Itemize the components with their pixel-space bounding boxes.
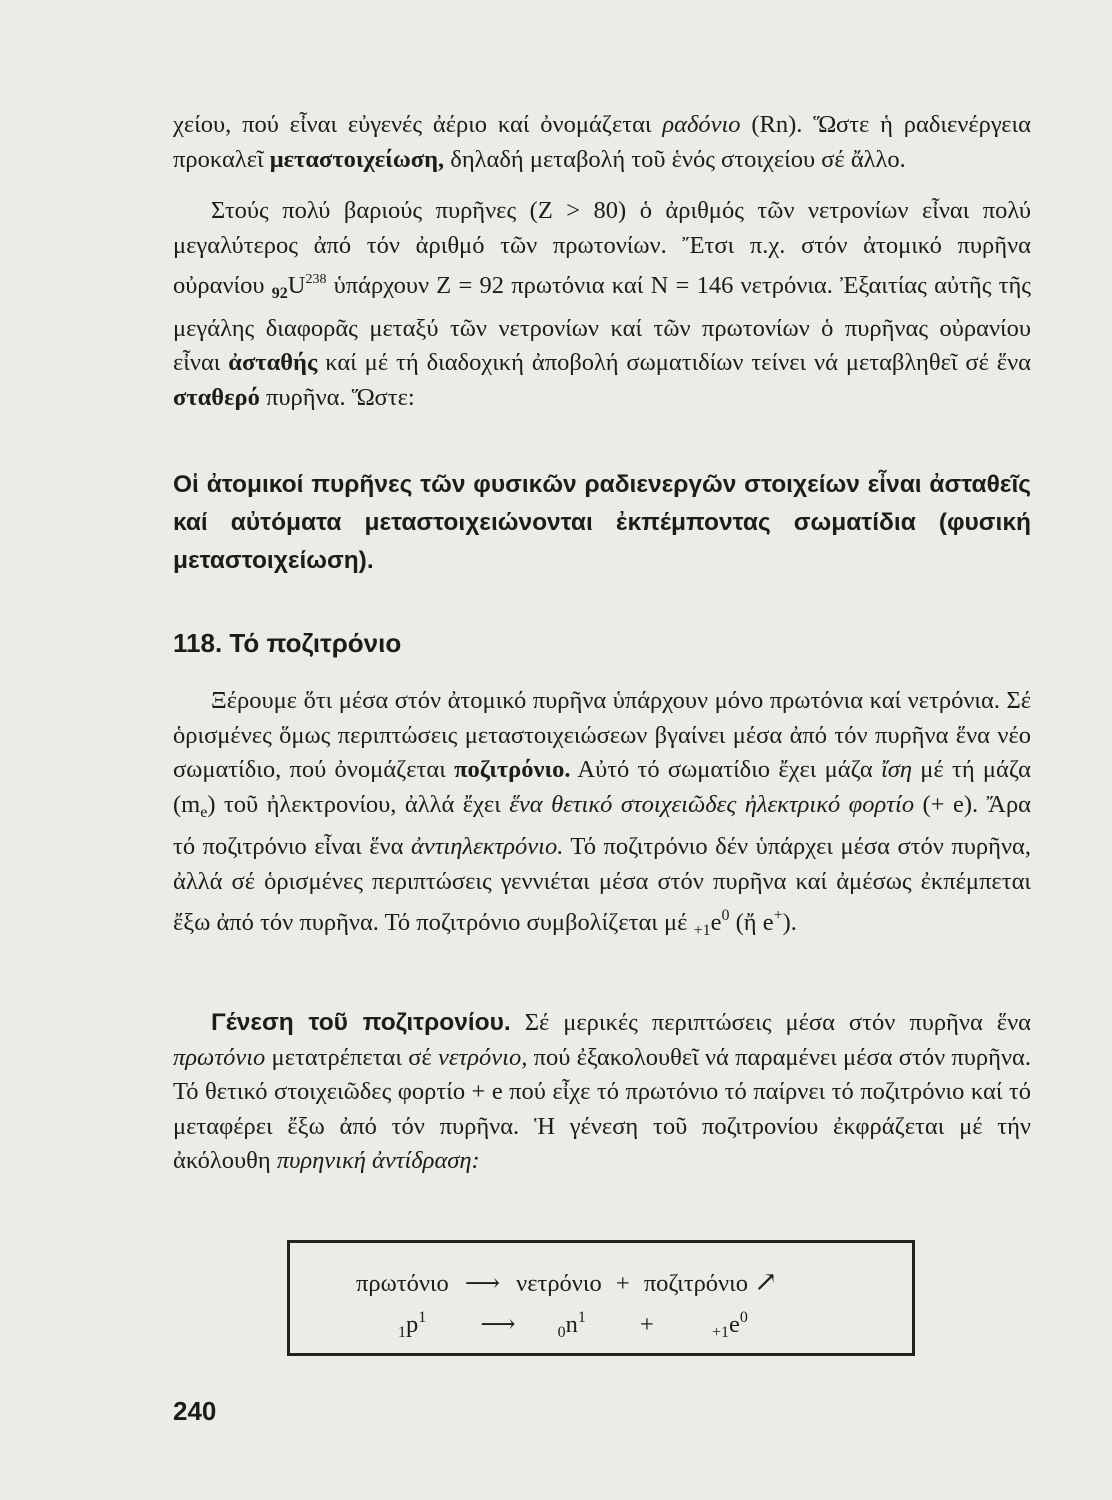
positron-subscript: +1 <box>711 1324 729 1341</box>
term-unstable: ἀσταθής <box>228 349 318 376</box>
text-run: χείου, πού εἶναι εὐγενές ἀέριο καί ὀνομάζεται <box>173 111 663 138</box>
uranium-mass-number: 238 <box>305 272 327 287</box>
text-run: (+ e). Ἄρα τό ποζιτρόνιο εἶναι ἕνα <box>173 790 1032 860</box>
proton-superscript: 1 <box>418 1309 427 1326</box>
arrow-icon: ⟶ <box>480 1311 516 1338</box>
proton-symbol: p <box>406 1311 419 1338</box>
positron-plus-superscript: + <box>773 907 783 924</box>
term-transmutation: μεταστοιχείωση, <box>269 145 445 173</box>
paragraph-radon <box>173 108 1031 177</box>
term-antielectron: ἀντιηλεκτρόνιο. <box>411 833 564 860</box>
term-positron: ποζιτρόνιο. <box>454 756 571 783</box>
word-proton: πρωτόνιο <box>356 1270 449 1297</box>
text-run: μέ τή μάζα (m <box>173 756 1031 818</box>
text-run: δηλαδή μεταβολή τοῦ ἑνός στοιχείου σέ ἄλλο. <box>444 145 906 173</box>
text-run: (ἤ e <box>729 909 774 936</box>
proton-subscript: 1 <box>398 1324 406 1341</box>
neutron-symbol: n <box>565 1311 578 1338</box>
highlighted-rule <box>173 466 1031 580</box>
reaction-equation-box <box>287 1240 915 1356</box>
plus-sign: + <box>615 1270 630 1297</box>
plus-sign: + <box>640 1311 654 1338</box>
term-positive-charge: ἕνα θετικό στοιχειῶδες ἠλεκτρικό φορτίο <box>509 790 915 818</box>
positron-superscript: 0 <box>739 1309 748 1326</box>
text-run: μετατρέπεται σέ <box>265 1043 438 1071</box>
text-run: ) τοῦ ἠλεκτρονίου, ἀλλά ἔχει <box>207 790 510 818</box>
text-run: ὑπάρχουν Z = 92 πρωτόνια καί N = 146 νετρόνια. Ἐξαιτίας αὐτῆς τῆς μεγάλης διαφορᾶς μεταξύ τῶν νετρονίων καί τῶν πρωτονίων ὁ πυρῆνας οὐρανίου εἶναι <box>173 272 1031 376</box>
text-run: Τό ποζιτρόνιο δέν ὑπάρχει μέσα στόν πυρῆνα, ἀλλά σέ ὁρισμένες περιπτώσεις γεννιέται μέσα στόν πυρῆνα καί ἀμέσως ἐκπέμπεται ἔξω ἀπό τόν πυρῆνα. Τό ποζιτρόνιο συμβολίζεται μέ <box>173 833 1031 936</box>
word-neutron: νετρόνιο <box>516 1270 602 1297</box>
term-equal: ἴση <box>880 756 913 783</box>
text-run: ). <box>782 909 797 936</box>
text-run: Σέ μερικές περιπτώσεις μέσα στόν πυρῆνα ἕνα <box>510 1009 1031 1036</box>
text-run: καί μέ τή διαδοχική ἀποβολή σωματιδίων τείνει νά μεταβληθεῖ σέ ἕνα <box>317 349 1031 376</box>
section-title: . Τό ποζιτρόνιο <box>214 628 402 658</box>
equation-symbols <box>398 1309 748 1342</box>
positron-superscript: 0 <box>721 907 730 924</box>
positron-subscript: +1 <box>693 922 711 939</box>
neutron-subscript: 0 <box>557 1324 566 1341</box>
outgoing-arrow-icon: ↗ <box>754 1267 778 1298</box>
equation-words <box>356 1265 778 1299</box>
text-run: Στούς πολύ βαριούς πυρῆνες (Z > 80) ὁ ἀριθμός τῶν νετρονίων εἶναι πολύ μεγαλύτερος ἀπό τόν ἀριθμό τῶν πρωτονίων. Ἔτσι π.χ. στόν ἀτομικό πυρῆνα οὐρανίου <box>173 197 1031 299</box>
electron-mass-subscript: e <box>200 803 208 821</box>
term-radon: ραδόνιο <box>662 111 741 138</box>
text-run: Ξέρουμε ὅτι μέσα στόν ἀτομικό πυρῆνα ὑπάρχουν μόνο πρωτόνια καί νετρόνια. Σέ ὁρισμένες ὅμως περιπτώσεις μεταστοιχειώσεων βγαίνει μέσα ἀπό τόν πυρῆνα ἕνα νέο σωματίδιο, πού ὀνομάζεται <box>173 687 1031 783</box>
word-positron: ποζιτρόνιο <box>643 1270 748 1297</box>
uranium-symbol: U <box>287 272 306 299</box>
text-run: Αὐτό τό σωματίδιο ἔχει μάζα <box>570 756 881 783</box>
genesis-lead: Γένεση τοῦ ποζιτρονίου. <box>211 1009 511 1036</box>
paragraph-genesis <box>173 1006 1031 1179</box>
rule-text: Οἱ ἀτομικοί πυρῆνες τῶν φυσικῶν ραδιενεργῶν στοιχείων εἶναι ἀσταθεῖς καί αὐτόματα μεταστοιχειώνονται ἐκπέμποντας σωματίδια (φυσική μεταστοιχείωση). <box>173 471 1031 574</box>
term-stable: σταθερό <box>173 383 260 411</box>
text-run: πυρῆνα. Ὥστε: <box>259 383 415 411</box>
paragraph-heavy-nuclei <box>173 194 1031 415</box>
positron-symbol: e <box>728 1311 740 1338</box>
uranium-atomic-number: 92 <box>271 285 288 302</box>
term-nuclear-reaction: πυρηνική ἀντίδραση: <box>276 1147 480 1174</box>
paragraph-positron <box>173 684 1031 949</box>
neutron-superscript: 1 <box>577 1309 586 1326</box>
section-heading <box>173 628 401 659</box>
text-run: (Rn). Ὥστε ἡ ραδιενέργεια προκαλεῖ <box>173 111 1031 173</box>
term-proton: πρωτόνιο <box>173 1043 266 1071</box>
section-number: 118 <box>173 628 215 658</box>
text-run: πού ἐξακολουθεῖ νά παραμένει μέσα στόν πυρῆνα. Τό θετικό στοιχειῶδες φορτίο + e πού εἶχε τό πρωτόνιο τό παίρνει τό ποζιτρόνιο καί τό μεταφέρει ἔξω ἀπό τόν πυρῆνα. Ἡ γένεση τοῦ ποζιτρονίου ἐκφράζεται μέ τήν ἀκόλουθη <box>173 1043 1032 1174</box>
positron-symbol: e <box>710 909 722 936</box>
page-number: 240 <box>173 1396 217 1426</box>
arrow-icon: ⟶ <box>464 1270 500 1297</box>
term-neutron: νετρόνιο, <box>437 1043 528 1071</box>
